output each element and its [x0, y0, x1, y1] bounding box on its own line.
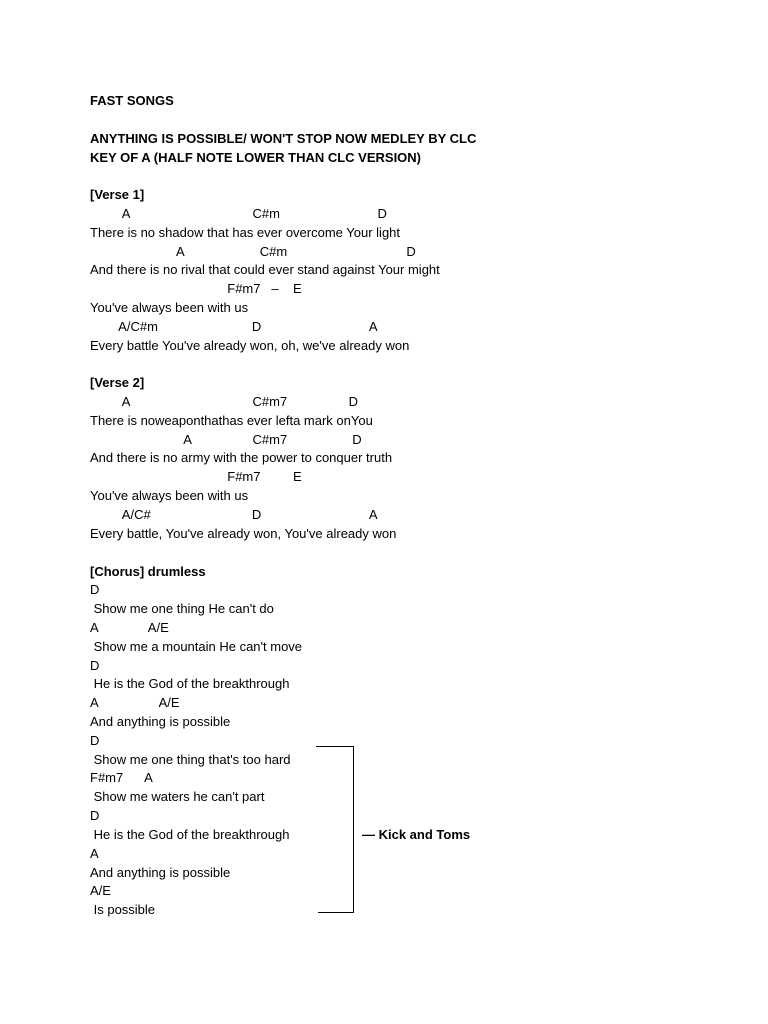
chord-line: A: [90, 846, 99, 861]
lyric-line: And there is no army with the power to conquer truth: [90, 450, 393, 465]
chorus-label: [Chorus] drumless: [90, 564, 206, 579]
chord-line: A C#m7 D: [90, 432, 362, 447]
chord-line: A/C# D A: [90, 507, 378, 522]
chord-line: F#m7 E: [90, 469, 302, 484]
section-heading: FAST SONGS: [90, 93, 174, 108]
lyric-line: You've always been with us: [90, 300, 249, 315]
song-key: KEY OF A (HALF NOTE LOWER THAN CLC VERSION): [90, 150, 422, 165]
lyric-line: Show me one thing He can't do: [90, 601, 274, 616]
chord-line: F#m7 A: [90, 770, 153, 785]
lyric-line: And anything is possible: [90, 714, 231, 729]
lyric-line: Is possible: [90, 902, 156, 917]
lyric-line: He is the God of the breakthrough: [90, 827, 290, 842]
chord-line: A A/E: [90, 620, 169, 635]
lyric-line: And anything is possible: [90, 865, 231, 880]
verse1-label: [Verse 1]: [90, 187, 145, 202]
lyric-line: Show me a mountain He can't move: [90, 639, 303, 654]
verse2-label: [Verse 2]: [90, 375, 145, 390]
lyric-line: He is the God of the breakthrough: [90, 676, 290, 691]
lyric-line: Every battle, You've already won, You've already won: [90, 526, 397, 541]
lyric-line: And there is no rival that could ever stand against Your might: [90, 262, 440, 277]
chord-line: A/E: [90, 883, 111, 898]
chord-line: A C#m D: [90, 206, 387, 221]
chord-line: A C#m7 D: [90, 394, 359, 409]
lyric-line: Every battle You've already won, oh, we've already won: [90, 338, 410, 353]
chord-line: D: [90, 582, 100, 597]
bracket-bottom: [318, 912, 354, 913]
bracket-vertical: [353, 746, 354, 913]
chord-line: A/C#m D A: [90, 319, 378, 334]
chord-line: D: [90, 733, 100, 748]
lyric-line: There is no shadow that has ever overcome Your light: [90, 225, 401, 240]
chord-line: D: [90, 808, 100, 823]
kick-and-toms-note: — Kick and Toms: [362, 827, 471, 842]
chord-line: D: [90, 658, 100, 673]
lyric-line: Show me one thing that's too hard: [90, 752, 291, 767]
lyric-line: You've always been with us: [90, 488, 249, 503]
song-title: ANYTHING IS POSSIBLE/ WON'T STOP NOW MEDLEY BY CLC: [90, 131, 477, 146]
chord-line: A C#m D: [90, 244, 416, 259]
chord-line: A A/E: [90, 695, 180, 710]
bracket-top: [316, 746, 354, 747]
lyric-line: Show me waters he can't part: [90, 789, 265, 804]
lyric-line: There is noweaponthathas ever lefta mark onYou: [90, 413, 373, 428]
chord-line: F#m7 – E: [90, 281, 302, 296]
